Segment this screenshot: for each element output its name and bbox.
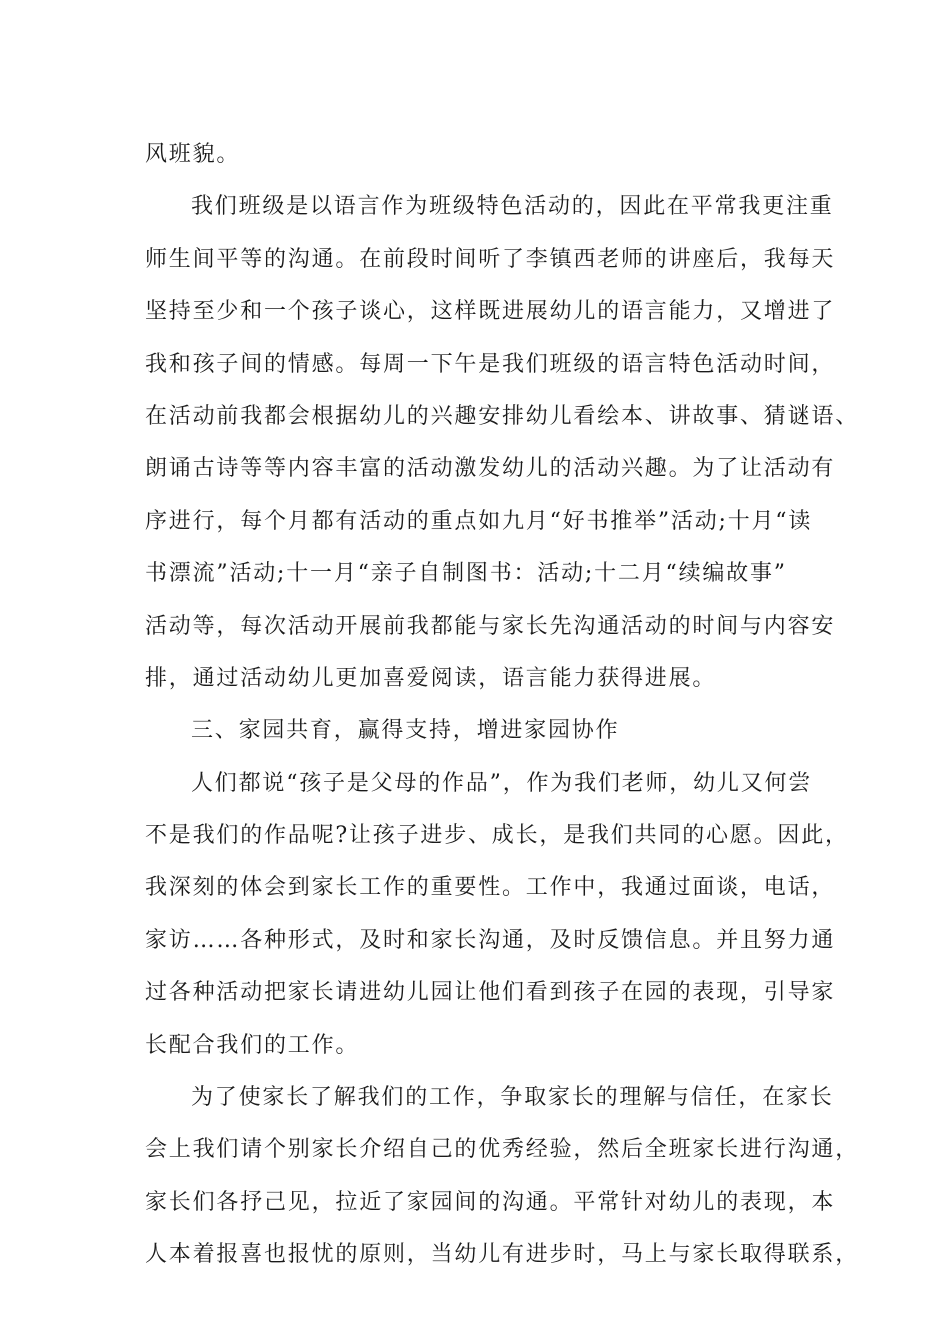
paragraph-line: 在活动前我都会根据幼儿的兴趣安排幼儿看绘本、讲故事、猜谜语、	[145, 403, 860, 429]
paragraph-line: 朗诵古诗等等内容丰富的活动激发幼儿的活动兴趣。为了让活动有	[145, 456, 836, 482]
paragraph-line: 我深刻的体会到家长工作的重要性。工作中，我通过面谈，电话，	[145, 875, 836, 901]
paragraph-line: 为了使家长了解我们的工作，争取家长的理解与信任，在家长	[191, 1085, 834, 1111]
paragraph-line: 长配合我们的工作。	[145, 1032, 360, 1058]
paragraph-line: 序进行，每个月都有活动的重点如九月“好书推举”活动;十月“读	[145, 508, 813, 534]
paragraph-line: 会上我们请个别家长介绍自己的优秀经验，然后全班家长进行沟通，	[145, 1137, 860, 1163]
paragraph-line: 活动等，每次活动开展前我都能与家长先沟通活动的时间与内容安	[145, 613, 836, 639]
paragraph-line: 不是我们的作品呢?让孩子进步、成长，是我们共同的心愿。因此，	[145, 823, 849, 849]
document-body	[145, 129, 860, 1282]
paragraph-line: 书漂流”活动;十一月“亲子自制图书：活动;十二月“续编故事”	[145, 561, 787, 587]
paragraph-line: 人本着报喜也报忧的原则，当幼儿有进步时，马上与家长取得联系，	[145, 1242, 860, 1268]
paragraph-line: 坚持至少和一个孩子谈心，这样既进展幼儿的语言能力，又增进了	[145, 299, 836, 325]
paragraph-line: 我们班级是以语言作为班级特色活动的，因此在平常我更注重	[191, 194, 834, 220]
paragraph-line: 风班貌。	[145, 142, 241, 167]
paragraph-line: 家访……各种形式，及时和家长沟通，及时反馈信息。并且努力通	[145, 927, 836, 953]
paragraph-line: 人们都说“孩子是父母的作品”，作为我们老师，幼儿又何尝	[191, 770, 813, 796]
section-heading: 三、家园共育，赢得支持，增进家园协作	[191, 718, 620, 744]
paragraph-line: 我和孩子间的情感。每周一下午是我们班级的语言特色活动时间，	[145, 351, 836, 377]
paragraph-line: 师生间平等的沟通。在前段时间听了李镇西老师的讲座后，我每天	[145, 246, 836, 272]
paragraph-line: 过各种活动把家长请进幼儿园让他们看到孩子在园的表现，引导家	[145, 980, 836, 1006]
paragraph-line: 家长们各抒己见，拉近了家园间的沟通。平常针对幼儿的表现，本	[145, 1189, 836, 1215]
paragraph-line: 排，通过活动幼儿更加喜爱阅读，语言能力获得进展。	[145, 665, 717, 691]
